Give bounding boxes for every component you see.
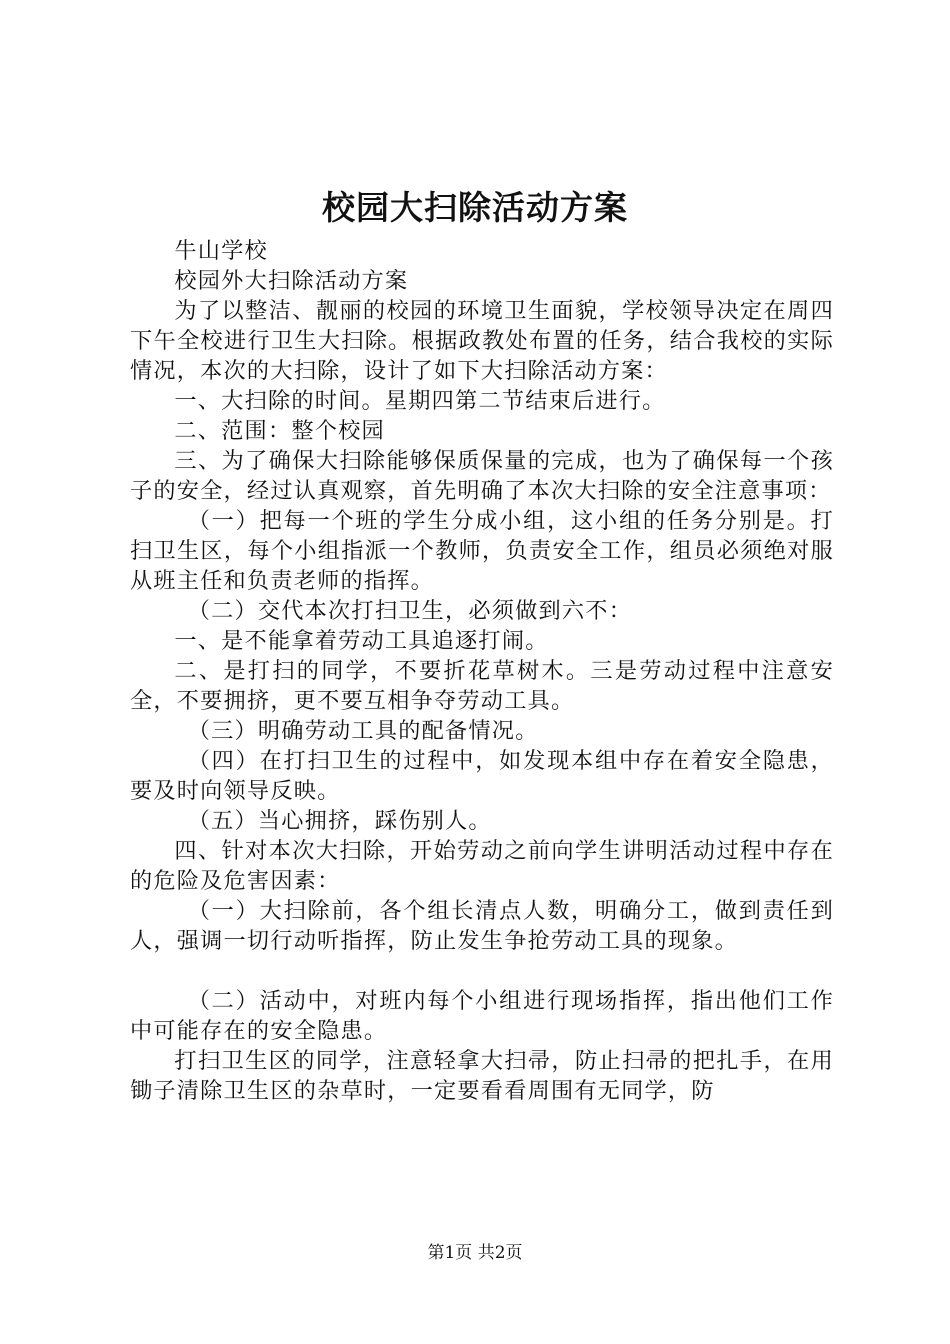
safety-item-5: （五）当心拥挤，踩伤别人。 [187, 808, 492, 834]
blank-line [130, 956, 834, 986]
safety-item-4: （四）在打扫卫生的过程中，如发现本组中存在着安全隐患，要及时向领导反映。 [130, 748, 834, 804]
intro-paragraph: 为了以整洁、靓丽的校园的环境卫生面貌，学校领导决定在周四下午全校进行卫生大扫除。根据政教处布置的任务，结合我校的实际情况，本次的大扫除，设计了如下大扫除活动方案： [130, 298, 834, 384]
document-body [130, 236, 834, 1106]
rule-2: 二、是打扫的同学，不要折花草树木。三是劳动过程中注意安全，不要拥挤，更不要互相争夺劳动工具。 [130, 658, 834, 714]
safety-item-1: （一）把每一个班的学生分成小组，这小组的任务分别是。打扫卫生区，每个小组指派一个教师，负责安全工作，组员必须绝对服从班主任和负责老师的指挥。 [130, 508, 834, 594]
document-title: 校园大扫除活动方案 [322, 188, 628, 227]
section-hazards: 四、针对本次大扫除，开始劳动之前向学生讲明活动过程中存在的危险及危害因素： [130, 838, 834, 894]
school-name: 牛山学校 [174, 238, 268, 264]
section-time: 一、大扫除的时间。星期四第二节结束后进行。 [174, 388, 666, 414]
section-safety: 三、为了确保大扫除能够保质保量的完成，也为了确保每一个孩子的安全，经过认真观察，首先明确了本次大扫除的安全注意事项： [130, 448, 834, 504]
hazard-item-2: （二）活动中，对班内每个小组进行现场指挥，指出他们工作中可能存在的安全隐患。 [130, 988, 834, 1044]
safety-item-3: （三）明确劳动工具的配备情况。 [187, 718, 539, 744]
section-scope: 二、范围：整个校园 [174, 418, 385, 444]
hazard-item-1: （一）大扫除前，各个组长清点人数，明确分工，做到责任到人，强调一切行动听指挥，防止发生争抢劳动工具的现象。 [130, 898, 834, 954]
safety-item-2: （二）交代本次打扫卫生，必须做到六不： [187, 598, 633, 624]
plan-subtitle: 校园外大扫除活动方案 [174, 268, 409, 294]
page-footer: 第1页 共2页 [427, 1243, 523, 1263]
rule-1: 一、是不能拿着劳动工具追逐打闹。 [174, 628, 549, 654]
hazard-detail: 打扫卫生区的同学，注意轻拿大扫帚，防止扫帚的把扎手，在用锄子清除卫生区的杂草时，一定要看看周围有无同学，防 [130, 1048, 834, 1104]
